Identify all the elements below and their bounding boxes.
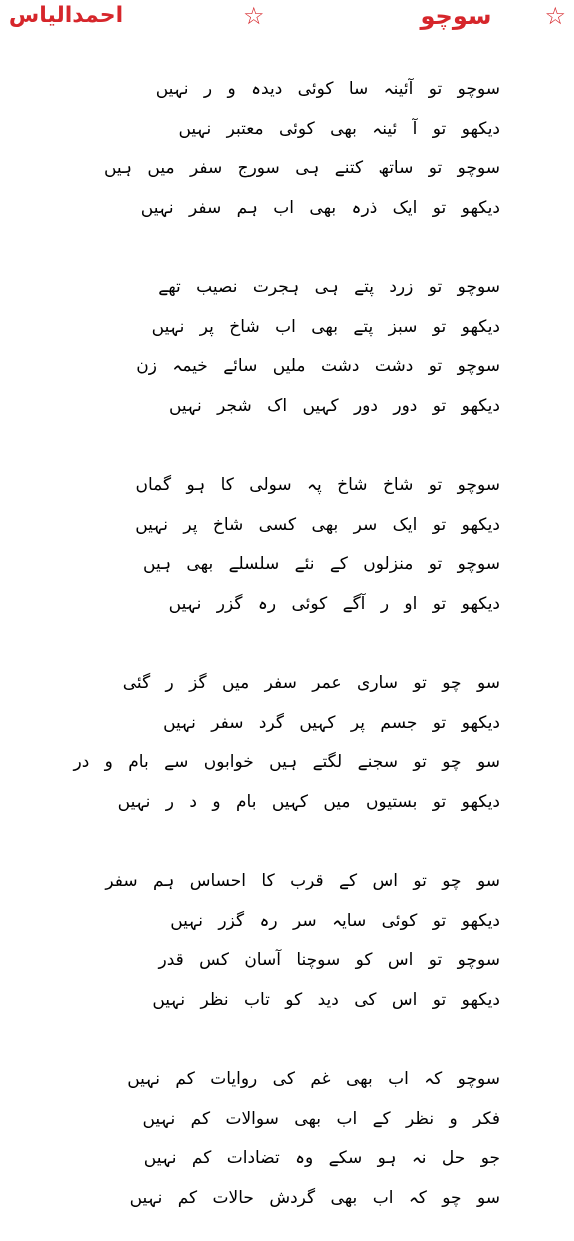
verse-line: دیکھو تو آ ئینہ بھی کوئی معتبر نہیں (178, 118, 500, 139)
verse-line: سو چو تو ساری عمر سفر میں گز ر گئی (122, 673, 500, 693)
verse-line: سوچو تو ساتھ کتنے ہی سورج سفر میں ہیں (103, 158, 500, 178)
stanza-spacer (70, 1020, 500, 1060)
poem-header (0, 0, 574, 40)
stanza-spacer (70, 228, 500, 268)
verse-line: سوچو تو آئینہ سا کوئی دیدہ و ر نہیں (155, 79, 500, 99)
verse-line: دیکھو تو بستیوں میں کہیں بام و د ر نہیں (117, 791, 500, 812)
verse-line: دیکھو تو ایک سر بھی کسی شاخ پر نہیں (135, 514, 500, 535)
stanza (70, 1060, 500, 1218)
stanza (70, 664, 500, 822)
star-icon: ☆ (243, 2, 265, 30)
poet-name: احمدالیاس (8, 3, 124, 28)
verse-line: دیکھو تو اس کی دید کو تاب نظر نہیں (152, 989, 500, 1010)
stanza-spacer (70, 822, 500, 862)
stanza-spacer (70, 624, 500, 664)
stanza (70, 268, 500, 426)
verse-line: دیکھو تو او ر آگے کوئی رہ گزر نہیں (168, 593, 500, 614)
verse-line: دیکھو تو دور دور کہیں اک شجر نہیں (168, 395, 500, 416)
poem-body (70, 70, 500, 1218)
verse-line: سوچو تو اس کو سوچنا آسان کس قدر (158, 950, 500, 970)
verse-line: سوچو تو دشت دشت ملیں سائے خیمہ زن (136, 356, 500, 376)
poem-title: سوچو (420, 2, 492, 30)
verse-line: دیکھو تو سبز پتے بھی اب شاخ پر نہیں (151, 316, 500, 337)
verse-line: دیکھو تو ایک ذرہ بھی اب ہم سفر نہیں (140, 197, 500, 218)
stanza (70, 862, 500, 1020)
verse-line: سو چو تو سجنے لگتے ہیں خوابوں سے بام و در (73, 752, 500, 772)
verse-line: سوچو تو منزلوں کے نئے سلسلے بھی ہیں (143, 554, 500, 574)
verse-line: فکر و نظر کے اب بھی سوالات کم نہیں (142, 1108, 500, 1129)
verse-line: جو حل نہ ہو سکے وہ تضادات کم نہیں (143, 1148, 500, 1168)
stanza-spacer (70, 426, 500, 466)
verse-line: سو چو تو اس کے قرب کا احساس ہم سفر (105, 871, 500, 891)
verse-line: دیکھو تو کوئی سایہ سر رہ گزر نہیں (170, 910, 500, 931)
stanza (70, 70, 500, 228)
verse-line: سوچو تو شاخ شاخ پہ سولی کا ہو گماں (135, 475, 500, 495)
stanza (70, 466, 500, 624)
verse-line: دیکھو تو جسم پر کہیں گرد سفر نہیں (163, 712, 500, 733)
verse-line: سوچو تو زرد پتے ہی ہجرت نصیب تھے (158, 277, 500, 297)
star-icon: ☆ (544, 2, 566, 30)
verse-line: سو چو کہ اب بھی گردش حالات کم نہیں (129, 1187, 500, 1208)
verse-line: سوچو کہ اب بھی غم کی روایات کم نہیں (127, 1069, 500, 1089)
